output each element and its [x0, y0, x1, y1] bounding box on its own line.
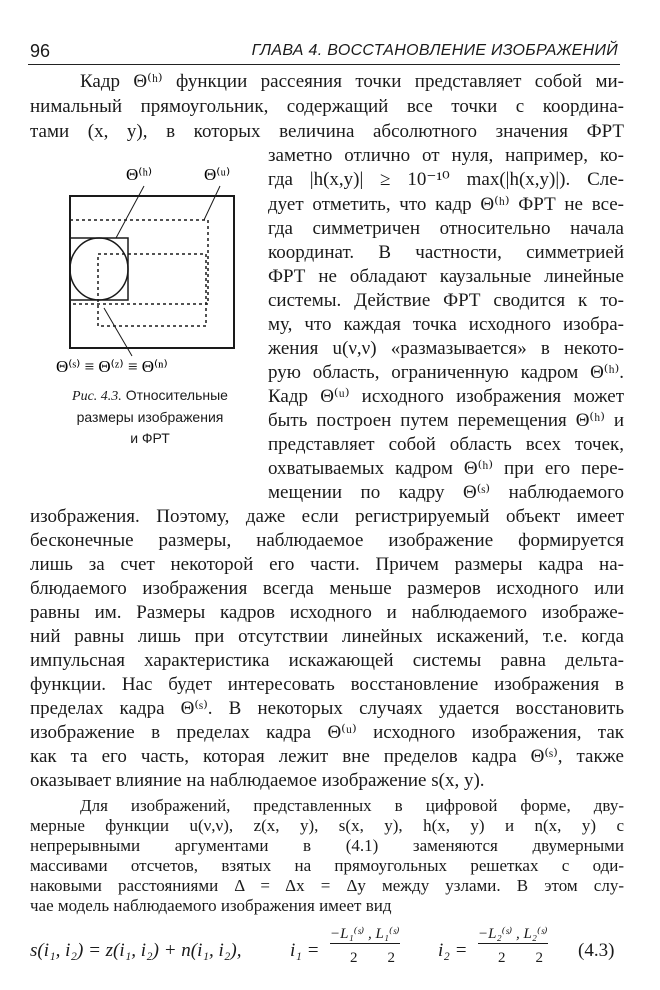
- leader-line-h: [116, 186, 144, 238]
- caption-line: размеры изображения: [76, 409, 224, 425]
- text-line: изображения. Поэтому, даже если регистрируемый объект имеет: [30, 506, 624, 527]
- text-line: лишь за счет некоторой его части. Причем размеры кадра на-: [30, 554, 624, 575]
- text-line: равны им. Размеры кадров исходного и наблюдаемого изображе-: [30, 602, 624, 623]
- equation-i2-label: i₂ =: [438, 940, 468, 961]
- figure-frames-diagram: [44, 158, 244, 376]
- chapter-title: ГЛАВА 4. ВОССТАНОВЛЕНИЕ ИЗОБРАЖЕНИЙ: [251, 42, 618, 59]
- text-line: координат. В частности, симметрией: [268, 242, 624, 263]
- text-line: рую область, ограниченную кадром Θ⁽ʰ⁾.: [268, 362, 624, 383]
- caption-line: Относительные: [125, 387, 228, 403]
- text-line: представляет собой область всех точек,: [268, 434, 624, 455]
- page-number: 96: [30, 41, 51, 61]
- text-line: непрерывными аргументами в (4.1) заменяются двумерными: [30, 836, 624, 855]
- equation-4-3: [30, 922, 630, 982]
- text-line: наковыми расстояниями Δ = Δx = Δy между узлами. В этом слу-: [30, 876, 624, 895]
- text-line: заметно отлично от нуля, например, ко-: [268, 145, 624, 166]
- text-line: тами (x, y), в которых величина абсолютного значения ФРТ: [30, 121, 624, 142]
- text-line: жения u(ν,ν) «размазывается» в некото-: [268, 338, 624, 359]
- text-line: охватываемых кадром Θ⁽ʰ⁾ при его пере-: [268, 458, 624, 479]
- text-line: как та его часть, которая лежит вне пределов кадра Θ⁽ˢ⁾, также: [30, 746, 624, 767]
- text-line: Для изображений, представленных в цифровой форме, дву-: [80, 796, 624, 815]
- frame-theta-u-dotted: [70, 220, 208, 304]
- text-line: пределах кадра Θ⁽ˢ⁾. В некоторых случаях удается восстановить: [30, 698, 624, 719]
- text-line: мещении по кадру Θ⁽ˢ⁾ наблюдаемого: [268, 482, 624, 503]
- text-line: мерные функции u(ν,ν), z(x, y), s(x, y), h(x, y) и n(x, y) с: [30, 816, 624, 835]
- text-line: оказывает влияние на наблюдаемое изображение s(x, y).: [30, 770, 485, 791]
- equation-i1-label: i₁ =: [290, 940, 320, 961]
- label-theta-h: Θ⁽ʰ⁾: [126, 165, 153, 184]
- equation-i2-numerator: −L₂⁽ˢ⁾ , L₂⁽ˢ⁾: [478, 926, 548, 942]
- text-line: функции. Нас будет интересовать восстановление изображения в: [30, 674, 624, 695]
- text-line: Кадр Θ⁽ʰ⁾ функции рассеяния точки представляет собой ми-: [80, 71, 624, 92]
- equation-i2-denominator: 2 2: [498, 950, 543, 966]
- caption-line: и ФРТ: [130, 430, 170, 446]
- leader-line-u: [204, 186, 220, 220]
- text-line: блюдаемого изображения всегда меньше размеров исходного или: [30, 578, 624, 599]
- caption-label: Рис. 4.3.: [72, 389, 122, 404]
- label-theta-u: Θ⁽ᵘ⁾: [204, 165, 231, 184]
- equation-number: (4.3): [578, 940, 615, 961]
- psf-circle: [70, 238, 128, 300]
- text-line: быть построен путем перемещения Θ⁽ʰ⁾ и: [268, 410, 624, 431]
- text-line: ФРТ не обладают каузальные линейные: [268, 266, 624, 287]
- text-line: му, что каждая точка исходного изобра-: [268, 314, 624, 335]
- text-line: гда |h(x,y)| ≥ 10⁻¹⁰ max(|h(x,y)|). Сле-: [268, 169, 624, 190]
- label-theta-s-z-n: Θ⁽ˢ⁾ ≡ Θ⁽ᶻ⁾ ≡ Θ⁽ⁿ⁾: [56, 357, 168, 376]
- equation-i1-numerator: −L₁⁽ˢ⁾ , L₁⁽ˢ⁾: [330, 926, 400, 942]
- text-line: ний равны лишь при отсутствии линейных искажений, т.е. когда: [30, 626, 624, 647]
- text-line: изображение в пределах кадра Θ⁽ᵘ⁾ исходного изображения, так: [30, 722, 624, 743]
- text-line: импульсная характеристика искажающей системы равна дельта-: [30, 650, 624, 671]
- text-line: чае модель наблюдаемого изображения имеет вид: [30, 896, 392, 915]
- running-header: [28, 38, 620, 65]
- equation-i1-denominator: 2 2: [350, 950, 395, 966]
- frame-theta-s: [70, 196, 234, 348]
- text-line: Кадр Θ⁽ᵘ⁾ исходного изображения может: [268, 386, 624, 407]
- frame-inner-dotted: [98, 254, 206, 326]
- text-line: системы. Действие ФРТ сводится к то-: [268, 290, 624, 311]
- text-line: массивами отсчетов, взятых на прямоугольных решетках с оди-: [30, 856, 624, 875]
- text-line: нимальный прямоугольник, содержащий все точки с координа-: [30, 96, 624, 117]
- figure-caption: [50, 385, 250, 449]
- equation-lhs: s(i₁, i₂) = z(i₁, i₂) + n(i₁, i₂),: [30, 940, 242, 961]
- text-line: дует отметить, что кадр Θ⁽ʰ⁾ ФРТ не все-: [268, 194, 624, 215]
- text-line: гда симметричен относительно начала: [268, 218, 624, 239]
- text-line: бесконечные размеры, наблюдаемое изображение формируется: [30, 530, 624, 551]
